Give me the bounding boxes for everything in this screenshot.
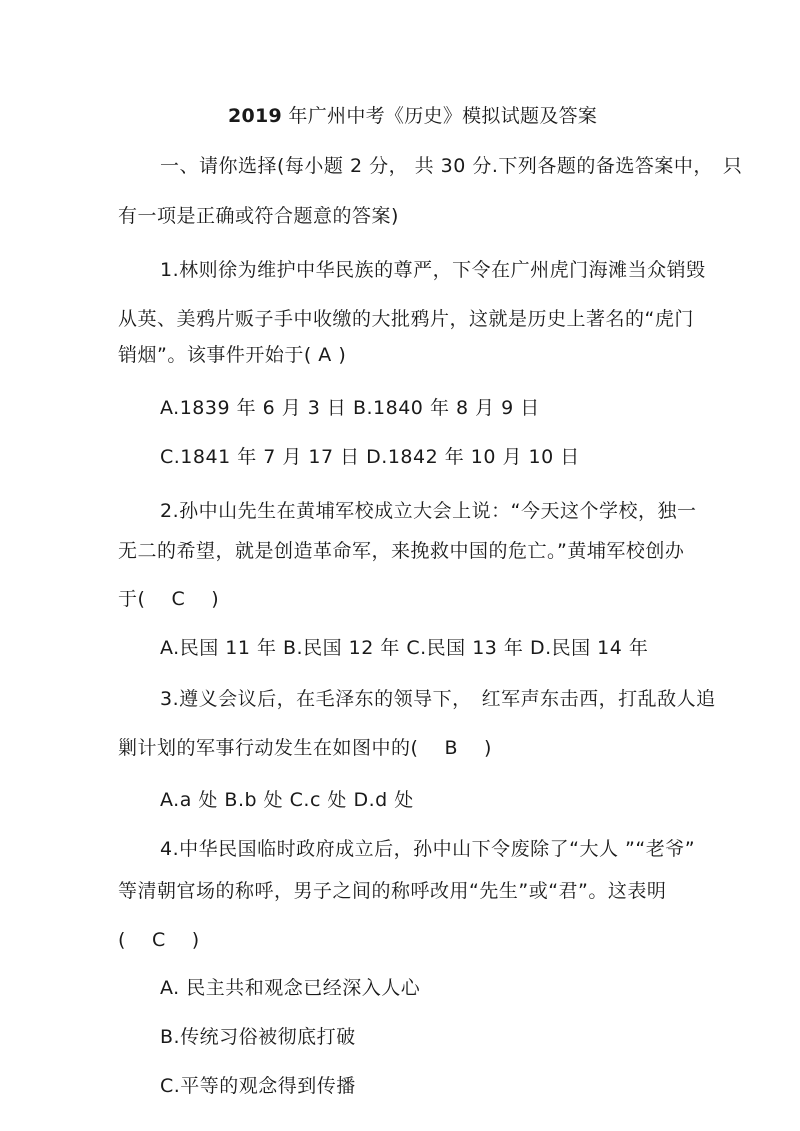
q4-option-a: A. 民主共和观念已经深入人心 bbox=[160, 977, 421, 999]
section-heading-line-1: 一、请你选择(每小题 2 分， 共 30 分.下列各题的备选答案中， 只 bbox=[160, 155, 743, 177]
q3-stem-line-2: 剿计划的军事行动发生在如图中的( B ) bbox=[118, 737, 492, 759]
q4-stem-line-1: 4.中华民国临时政府成立后，孙中山下令废除了“大人 ”“老爷” bbox=[160, 838, 696, 860]
title-year: 2019 bbox=[228, 105, 283, 127]
q1-options-line-1: A.1839 年 6 月 3 日 B.1840 年 8 月 9 日 bbox=[160, 397, 540, 419]
q2-stem-line-1: 2.孙中山先生在黄埔军校成立大会上说：“今天这个学校，独一 bbox=[160, 500, 697, 522]
q4-option-c: C.平等的观念得到传播 bbox=[160, 1075, 356, 1097]
q2-stem-line-3: 于( C ) bbox=[118, 588, 220, 610]
document-title bbox=[228, 104, 597, 128]
q1-stem-line-2: 从英、美鸦片贩子手中收缴的大批鸦片，这就是历史上著名的“虎门 bbox=[118, 308, 694, 330]
q4-option-b: B.传统习俗被彻底打破 bbox=[160, 1026, 356, 1048]
q3-stem-line-1: 3.遵义会议后，在毛泽东的领导下， 红军声东击西，打乱敌人追 bbox=[160, 688, 716, 710]
q1-options-line-2: C.1841 年 7 月 17 日 D.1842 年 10 月 10 日 bbox=[160, 446, 580, 468]
q2-options-line-1: A.民国 11 年 B.民国 12 年 C.民国 13 年 D.民国 14 年 bbox=[160, 637, 649, 659]
q1-stem-line-1: 1.林则徐为维护中华民族的尊严，下令在广州虎门海滩当众销毁 bbox=[160, 259, 706, 281]
q1-stem-line-3: 销烟”。该事件开始于( A ) bbox=[118, 344, 347, 366]
q2-stem-line-2: 无二的希望，就是创造革命军，来挽救中国的危亡。”黄埔军校创办 bbox=[118, 540, 685, 562]
q4-stem-line-2: 等清朝官场的称呼，男子之间的称呼改用“先生”或“君”。这表明 bbox=[118, 880, 667, 902]
q4-stem-line-3: ( C ) bbox=[118, 929, 200, 951]
q3-options-line-1: A.a 处 B.b 处 C.c 处 D.d 处 bbox=[160, 789, 414, 811]
section-heading-line-2: 有一项是正确或符合题意的答案) bbox=[118, 205, 399, 227]
title-text: 年广州中考《历史》模拟试题及答案 bbox=[282, 105, 598, 127]
